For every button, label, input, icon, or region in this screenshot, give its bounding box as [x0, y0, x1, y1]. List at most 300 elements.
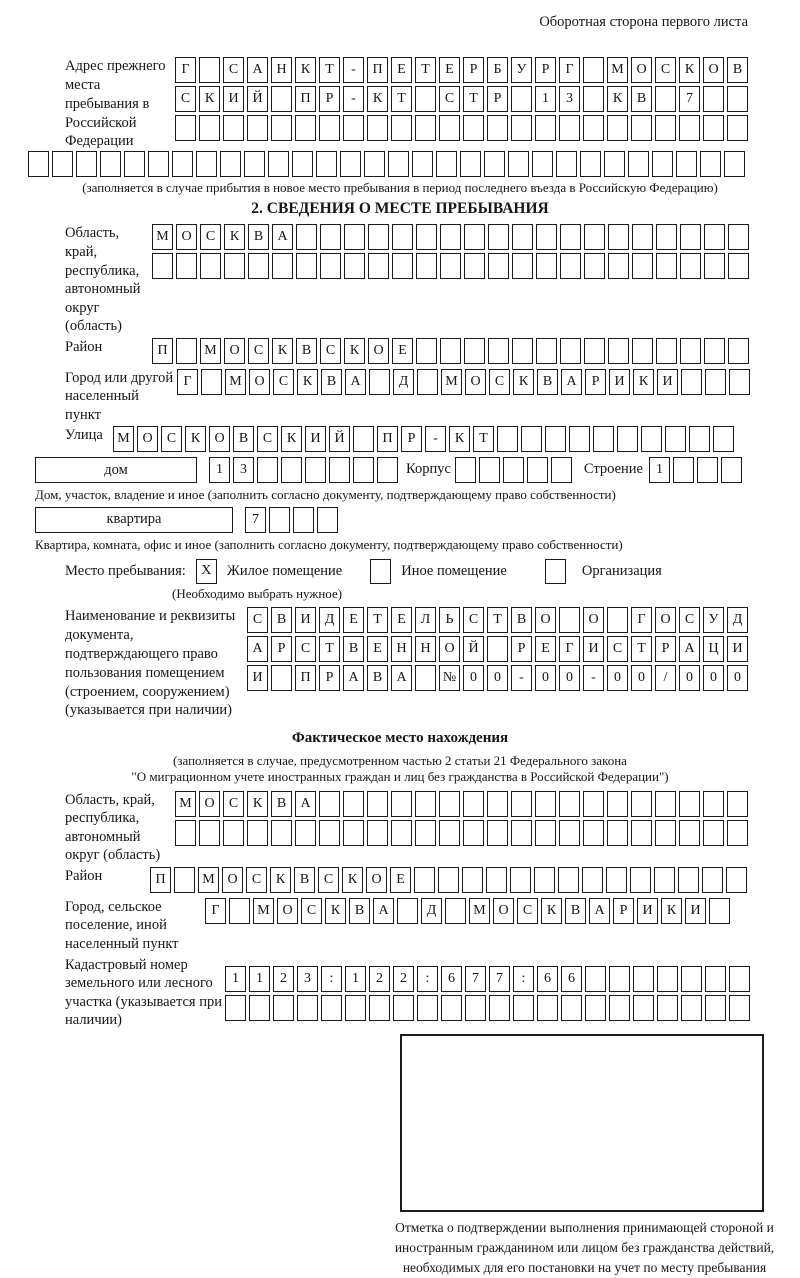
- char-box[interactable]: О: [176, 224, 197, 250]
- char-box[interactable]: [559, 820, 580, 846]
- char-box[interactable]: К: [541, 898, 562, 924]
- char-box[interactable]: [726, 867, 747, 893]
- char-box[interactable]: [272, 253, 293, 279]
- char-box[interactable]: С: [257, 426, 278, 452]
- char-box[interactable]: 0: [607, 665, 628, 691]
- char-box[interactable]: [223, 820, 244, 846]
- char-box[interactable]: С: [655, 57, 676, 83]
- char-box[interactable]: Г: [631, 607, 652, 633]
- char-box[interactable]: [124, 151, 145, 177]
- char-box[interactable]: [705, 995, 726, 1021]
- char-box[interactable]: [535, 791, 556, 817]
- char-box[interactable]: Т: [367, 607, 388, 633]
- char-box[interactable]: [281, 457, 302, 483]
- char-box[interactable]: [486, 867, 507, 893]
- char-box[interactable]: -: [583, 665, 604, 691]
- char-box[interactable]: [488, 338, 509, 364]
- char-box[interactable]: [392, 224, 413, 250]
- char-box[interactable]: [464, 224, 485, 250]
- char-box[interactable]: [368, 224, 389, 250]
- char-box[interactable]: В: [511, 607, 532, 633]
- char-box[interactable]: С: [223, 791, 244, 817]
- char-box[interactable]: М: [175, 791, 196, 817]
- char-box[interactable]: [582, 867, 603, 893]
- char-box[interactable]: [535, 820, 556, 846]
- char-box[interactable]: С: [246, 867, 267, 893]
- char-box[interactable]: [681, 966, 702, 992]
- char-box[interactable]: [561, 995, 582, 1021]
- char-box[interactable]: [344, 253, 365, 279]
- char-box[interactable]: [463, 791, 484, 817]
- char-box[interactable]: Д: [319, 607, 340, 633]
- char-box[interactable]: [296, 224, 317, 250]
- char-box[interactable]: [249, 995, 270, 1021]
- char-box[interactable]: 1: [649, 457, 670, 483]
- char-box[interactable]: С: [489, 369, 510, 395]
- char-box[interactable]: [560, 338, 581, 364]
- char-box[interactable]: [343, 791, 364, 817]
- char-box[interactable]: [415, 791, 436, 817]
- char-box[interactable]: [656, 253, 677, 279]
- char-box[interactable]: М: [198, 867, 219, 893]
- char-box[interactable]: 0: [487, 665, 508, 691]
- char-box[interactable]: [656, 224, 677, 250]
- char-box[interactable]: -: [343, 57, 364, 83]
- char-box[interactable]: В: [233, 426, 254, 452]
- char-box[interactable]: [367, 115, 388, 141]
- char-box[interactable]: Т: [473, 426, 494, 452]
- char-box[interactable]: С: [273, 369, 294, 395]
- char-box[interactable]: [340, 151, 361, 177]
- char-box[interactable]: [343, 115, 364, 141]
- char-box[interactable]: К: [199, 86, 220, 112]
- char-box[interactable]: [665, 426, 686, 452]
- char-box[interactable]: [416, 338, 437, 364]
- char-box[interactable]: [727, 820, 748, 846]
- char-box[interactable]: [345, 995, 366, 1021]
- char-box[interactable]: [536, 253, 557, 279]
- char-box[interactable]: [713, 426, 734, 452]
- char-box[interactable]: 1: [345, 966, 366, 992]
- char-box[interactable]: [593, 426, 614, 452]
- char-box[interactable]: Т: [631, 636, 652, 662]
- char-box[interactable]: [269, 507, 290, 533]
- char-box[interactable]: [344, 224, 365, 250]
- char-box[interactable]: [76, 151, 97, 177]
- char-box[interactable]: [441, 995, 462, 1021]
- char-box[interactable]: К: [607, 86, 628, 112]
- char-box[interactable]: К: [297, 369, 318, 395]
- char-box[interactable]: -: [425, 426, 446, 452]
- char-box[interactable]: [487, 636, 508, 662]
- char-box[interactable]: У: [511, 57, 532, 83]
- char-box[interactable]: [412, 151, 433, 177]
- char-box[interactable]: Е: [391, 607, 412, 633]
- char-box[interactable]: 2: [369, 966, 390, 992]
- char-box[interactable]: [244, 151, 265, 177]
- char-box[interactable]: [415, 665, 436, 691]
- char-box[interactable]: [513, 995, 534, 1021]
- char-box[interactable]: [727, 115, 748, 141]
- char-box[interactable]: П: [150, 867, 171, 893]
- char-box[interactable]: [727, 791, 748, 817]
- char-box[interactable]: [271, 86, 292, 112]
- char-box[interactable]: 7: [679, 86, 700, 112]
- char-box[interactable]: [534, 867, 555, 893]
- char-box[interactable]: Й: [463, 636, 484, 662]
- char-box[interactable]: [584, 338, 605, 364]
- char-box[interactable]: А: [272, 224, 293, 250]
- char-box[interactable]: О: [583, 607, 604, 633]
- char-box[interactable]: С: [161, 426, 182, 452]
- char-box[interactable]: [257, 457, 278, 483]
- char-box[interactable]: И: [295, 607, 316, 633]
- char-box[interactable]: [52, 151, 73, 177]
- char-box[interactable]: [673, 457, 694, 483]
- char-box[interactable]: К: [633, 369, 654, 395]
- char-box[interactable]: К: [342, 867, 363, 893]
- char-box[interactable]: [510, 867, 531, 893]
- char-box[interactable]: [415, 86, 436, 112]
- char-box[interactable]: В: [367, 665, 388, 691]
- char-box[interactable]: [271, 115, 292, 141]
- char-box[interactable]: Г: [175, 57, 196, 83]
- char-box[interactable]: И: [223, 86, 244, 112]
- char-box[interactable]: Т: [463, 86, 484, 112]
- char-box[interactable]: [511, 820, 532, 846]
- char-box[interactable]: [271, 820, 292, 846]
- char-box[interactable]: [584, 224, 605, 250]
- char-box[interactable]: В: [271, 791, 292, 817]
- char-box[interactable]: [580, 151, 601, 177]
- char-box[interactable]: В: [296, 338, 317, 364]
- char-box[interactable]: Б: [487, 57, 508, 83]
- char-box[interactable]: П: [367, 57, 388, 83]
- char-box[interactable]: [199, 57, 220, 83]
- char-box[interactable]: [369, 369, 390, 395]
- char-box[interactable]: Р: [613, 898, 634, 924]
- char-box[interactable]: [704, 253, 725, 279]
- char-box[interactable]: [703, 86, 724, 112]
- char-box[interactable]: [617, 426, 638, 452]
- char-box[interactable]: [317, 507, 338, 533]
- char-box[interactable]: 3: [559, 86, 580, 112]
- char-box[interactable]: К: [325, 898, 346, 924]
- char-box[interactable]: А: [247, 636, 268, 662]
- char-box[interactable]: [296, 253, 317, 279]
- char-box[interactable]: 1: [535, 86, 556, 112]
- char-box[interactable]: С: [463, 607, 484, 633]
- char-box[interactable]: [273, 995, 294, 1021]
- char-box[interactable]: [704, 224, 725, 250]
- char-box[interactable]: 3: [233, 457, 254, 483]
- char-box[interactable]: [176, 338, 197, 364]
- char-box[interactable]: [678, 867, 699, 893]
- char-box[interactable]: М: [152, 224, 173, 250]
- char-box[interactable]: [415, 820, 436, 846]
- char-box[interactable]: [463, 820, 484, 846]
- char-box[interactable]: М: [253, 898, 274, 924]
- char-box[interactable]: [657, 995, 678, 1021]
- char-box[interactable]: К: [185, 426, 206, 452]
- char-box[interactable]: [604, 151, 625, 177]
- char-box[interactable]: К: [272, 338, 293, 364]
- char-box[interactable]: [700, 151, 721, 177]
- char-box[interactable]: В: [271, 607, 292, 633]
- char-box[interactable]: 2: [273, 966, 294, 992]
- char-box[interactable]: [439, 820, 460, 846]
- char-box[interactable]: [199, 115, 220, 141]
- char-box[interactable]: [705, 966, 726, 992]
- char-box[interactable]: У: [703, 607, 724, 633]
- char-box[interactable]: [489, 995, 510, 1021]
- char-box[interactable]: [508, 151, 529, 177]
- char-box[interactable]: [503, 457, 524, 483]
- char-box[interactable]: А: [295, 791, 316, 817]
- char-box[interactable]: [293, 507, 314, 533]
- char-box[interactable]: [569, 426, 590, 452]
- char-box[interactable]: [606, 867, 627, 893]
- char-box[interactable]: [652, 151, 673, 177]
- char-box[interactable]: Р: [271, 636, 292, 662]
- char-box[interactable]: [417, 369, 438, 395]
- char-box[interactable]: Т: [391, 86, 412, 112]
- char-box[interactable]: [702, 867, 723, 893]
- char-box[interactable]: О: [199, 791, 220, 817]
- char-box[interactable]: [512, 224, 533, 250]
- char-box[interactable]: [535, 115, 556, 141]
- char-box[interactable]: С: [318, 867, 339, 893]
- char-box[interactable]: [512, 338, 533, 364]
- inoe-checkbox[interactable]: [370, 559, 391, 584]
- char-box[interactable]: [455, 457, 476, 483]
- char-box[interactable]: Г: [559, 57, 580, 83]
- char-box[interactable]: С: [295, 636, 316, 662]
- char-box[interactable]: 6: [537, 966, 558, 992]
- char-box[interactable]: Т: [415, 57, 436, 83]
- char-box[interactable]: [416, 253, 437, 279]
- char-box[interactable]: 0: [535, 665, 556, 691]
- char-box[interactable]: 0: [631, 665, 652, 691]
- char-box[interactable]: [391, 820, 412, 846]
- char-box[interactable]: [679, 115, 700, 141]
- char-box[interactable]: П: [295, 665, 316, 691]
- char-box[interactable]: [512, 253, 533, 279]
- char-box[interactable]: [364, 151, 385, 177]
- char-box[interactable]: К: [224, 224, 245, 250]
- char-box[interactable]: [484, 151, 505, 177]
- char-box[interactable]: Е: [343, 607, 364, 633]
- char-box[interactable]: [268, 151, 289, 177]
- char-box[interactable]: С: [175, 86, 196, 112]
- char-box[interactable]: [607, 607, 628, 633]
- char-box[interactable]: К: [247, 791, 268, 817]
- char-box[interactable]: [201, 369, 222, 395]
- char-box[interactable]: С: [439, 86, 460, 112]
- char-box[interactable]: С: [200, 224, 221, 250]
- char-box[interactable]: О: [535, 607, 556, 633]
- char-box[interactable]: П: [295, 86, 316, 112]
- char-box[interactable]: К: [513, 369, 534, 395]
- char-box[interactable]: 0: [463, 665, 484, 691]
- char-box[interactable]: :: [417, 966, 438, 992]
- char-box[interactable]: Й: [329, 426, 350, 452]
- char-box[interactable]: [439, 791, 460, 817]
- char-box[interactable]: [329, 457, 350, 483]
- char-box[interactable]: [656, 338, 677, 364]
- char-box[interactable]: [607, 791, 628, 817]
- char-box[interactable]: [460, 151, 481, 177]
- char-box[interactable]: Е: [392, 338, 413, 364]
- char-box[interactable]: О: [249, 369, 270, 395]
- char-box[interactable]: [488, 224, 509, 250]
- char-box[interactable]: [631, 791, 652, 817]
- char-box[interactable]: [703, 115, 724, 141]
- char-box[interactable]: В: [727, 57, 748, 83]
- char-box[interactable]: Т: [319, 57, 340, 83]
- char-box[interactable]: [224, 253, 245, 279]
- char-box[interactable]: [393, 995, 414, 1021]
- char-box[interactable]: [465, 995, 486, 1021]
- char-box[interactable]: [560, 224, 581, 250]
- char-box[interactable]: [377, 457, 398, 483]
- char-box[interactable]: И: [637, 898, 658, 924]
- char-box[interactable]: [172, 151, 193, 177]
- char-box[interactable]: [488, 253, 509, 279]
- char-box[interactable]: [511, 115, 532, 141]
- char-box[interactable]: С: [223, 57, 244, 83]
- char-box[interactable]: [703, 820, 724, 846]
- char-box[interactable]: О: [465, 369, 486, 395]
- char-box[interactable]: Н: [391, 636, 412, 662]
- char-box[interactable]: В: [537, 369, 558, 395]
- char-box[interactable]: [417, 995, 438, 1021]
- char-box[interactable]: И: [305, 426, 326, 452]
- char-box[interactable]: Е: [439, 57, 460, 83]
- char-box[interactable]: 0: [559, 665, 580, 691]
- char-box[interactable]: 0: [679, 665, 700, 691]
- char-box[interactable]: Ь: [439, 607, 460, 633]
- char-box[interactable]: Е: [391, 57, 412, 83]
- char-box[interactable]: Н: [415, 636, 436, 662]
- char-box[interactable]: [511, 86, 532, 112]
- char-box[interactable]: [551, 457, 572, 483]
- char-box[interactable]: [609, 966, 630, 992]
- char-box[interactable]: [319, 820, 340, 846]
- char-box[interactable]: Р: [535, 57, 556, 83]
- char-box[interactable]: С: [607, 636, 628, 662]
- char-box[interactable]: [676, 151, 697, 177]
- char-box[interactable]: [724, 151, 745, 177]
- char-box[interactable]: С: [248, 338, 269, 364]
- char-box[interactable]: А: [391, 665, 412, 691]
- char-box[interactable]: [321, 995, 342, 1021]
- char-box[interactable]: [703, 791, 724, 817]
- char-box[interactable]: И: [685, 898, 706, 924]
- char-box[interactable]: [583, 57, 604, 83]
- char-box[interactable]: [175, 115, 196, 141]
- char-box[interactable]: [527, 457, 548, 483]
- char-box[interactable]: [438, 867, 459, 893]
- char-box[interactable]: А: [247, 57, 268, 83]
- char-box[interactable]: [316, 151, 337, 177]
- char-box[interactable]: [174, 867, 195, 893]
- char-box[interactable]: [175, 820, 196, 846]
- char-box[interactable]: А: [589, 898, 610, 924]
- char-box[interactable]: 1: [225, 966, 246, 992]
- char-box[interactable]: [464, 338, 485, 364]
- char-box[interactable]: [271, 665, 292, 691]
- char-box[interactable]: [607, 115, 628, 141]
- char-box[interactable]: А: [561, 369, 582, 395]
- char-box[interactable]: [697, 457, 718, 483]
- char-box[interactable]: [641, 426, 662, 452]
- char-box[interactable]: О: [222, 867, 243, 893]
- char-box[interactable]: [392, 253, 413, 279]
- char-box[interactable]: [704, 338, 725, 364]
- char-box[interactable]: [721, 457, 742, 483]
- char-box[interactable]: [680, 224, 701, 250]
- char-box[interactable]: М: [469, 898, 490, 924]
- char-box[interactable]: [462, 867, 483, 893]
- char-box[interactable]: С: [301, 898, 322, 924]
- char-box[interactable]: П: [152, 338, 173, 364]
- char-box[interactable]: [152, 253, 173, 279]
- char-box[interactable]: [196, 151, 217, 177]
- char-box[interactable]: [728, 224, 749, 250]
- char-box[interactable]: [320, 224, 341, 250]
- char-box[interactable]: [464, 253, 485, 279]
- char-box[interactable]: [200, 253, 221, 279]
- char-box[interactable]: Г: [205, 898, 226, 924]
- char-box[interactable]: [655, 791, 676, 817]
- char-box[interactable]: :: [513, 966, 534, 992]
- char-box[interactable]: [545, 426, 566, 452]
- char-box[interactable]: Е: [367, 636, 388, 662]
- char-box[interactable]: И: [247, 665, 268, 691]
- char-box[interactable]: [353, 457, 374, 483]
- char-box[interactable]: [607, 820, 628, 846]
- char-box[interactable]: [560, 253, 581, 279]
- char-box[interactable]: О: [631, 57, 652, 83]
- char-box[interactable]: [414, 867, 435, 893]
- char-box[interactable]: А: [345, 369, 366, 395]
- char-box[interactable]: Г: [559, 636, 580, 662]
- char-box[interactable]: М: [200, 338, 221, 364]
- char-box[interactable]: О: [655, 607, 676, 633]
- char-box[interactable]: [631, 115, 652, 141]
- char-box[interactable]: С: [517, 898, 538, 924]
- char-box[interactable]: О: [277, 898, 298, 924]
- char-box[interactable]: [439, 115, 460, 141]
- char-box[interactable]: [305, 457, 326, 483]
- char-box[interactable]: Р: [319, 665, 340, 691]
- char-box[interactable]: Р: [487, 86, 508, 112]
- zhiloe-checkbox[interactable]: X: [196, 559, 217, 584]
- char-box[interactable]: [292, 151, 313, 177]
- char-box[interactable]: Д: [393, 369, 414, 395]
- char-box[interactable]: А: [343, 665, 364, 691]
- char-box[interactable]: [225, 995, 246, 1021]
- char-box[interactable]: [369, 995, 390, 1021]
- char-box[interactable]: И: [727, 636, 748, 662]
- char-box[interactable]: П: [377, 426, 398, 452]
- char-box[interactable]: [445, 898, 466, 924]
- char-box[interactable]: О: [368, 338, 389, 364]
- char-box[interactable]: Е: [535, 636, 556, 662]
- char-box[interactable]: В: [248, 224, 269, 250]
- char-box[interactable]: [199, 820, 220, 846]
